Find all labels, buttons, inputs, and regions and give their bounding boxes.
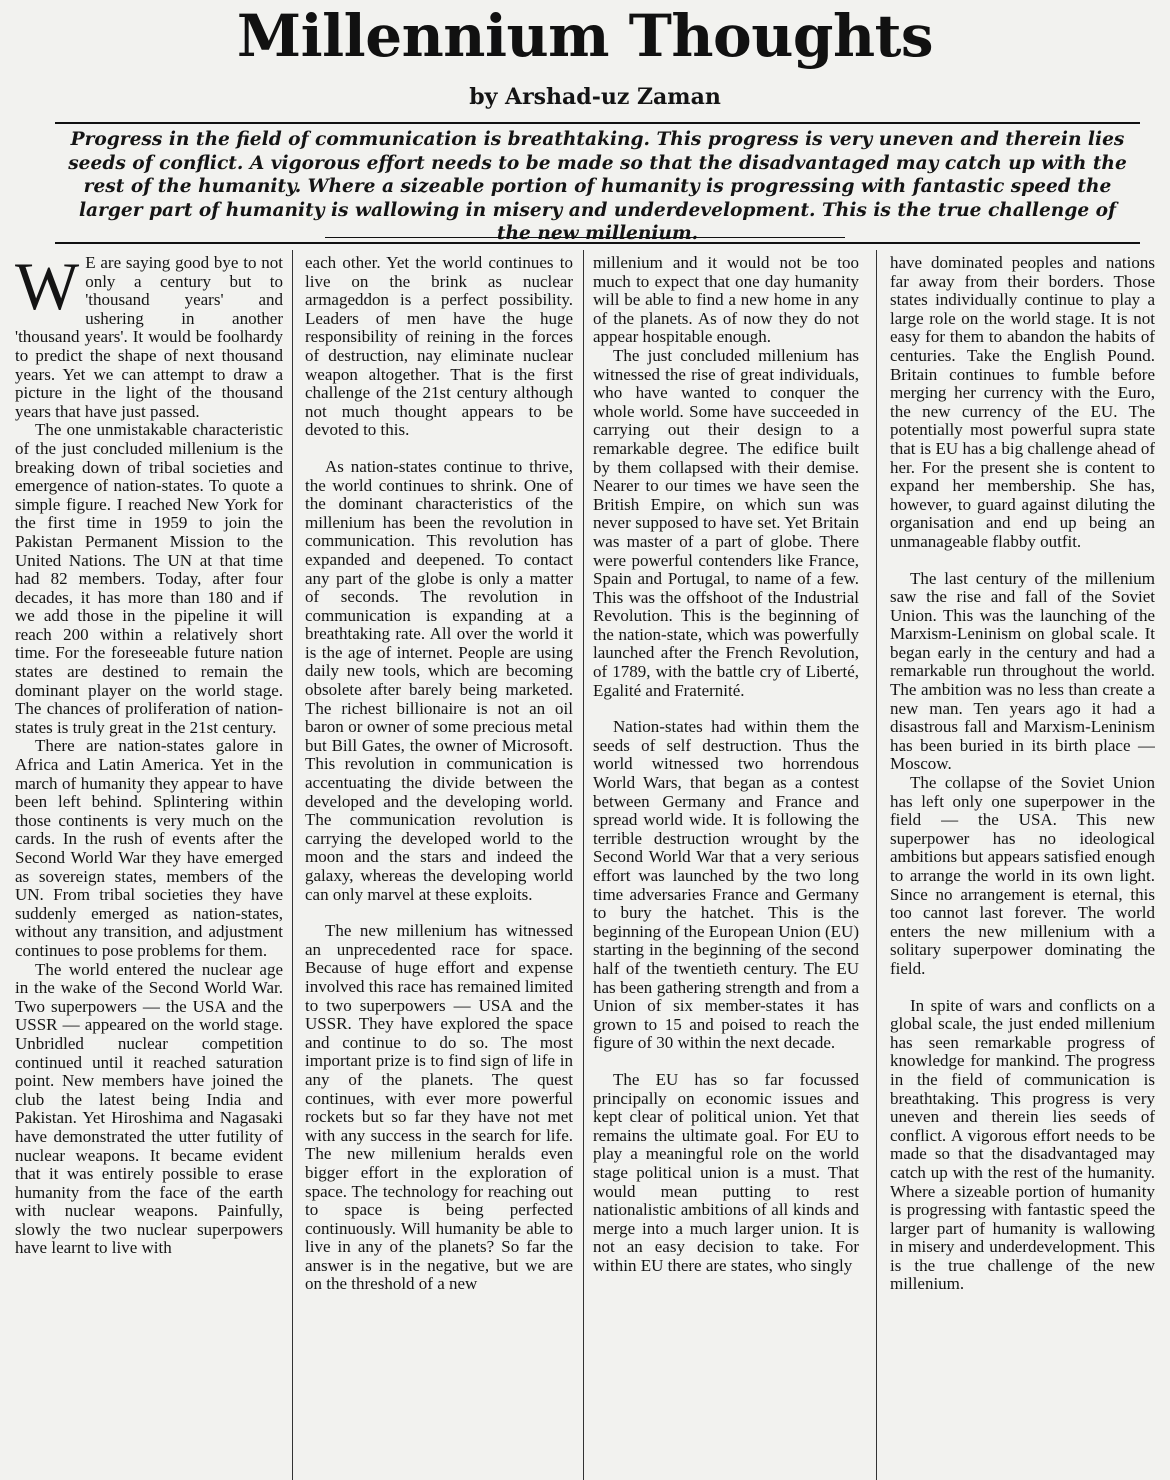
deck-top-rule — [55, 122, 1140, 124]
paragraph: The world entered the nuclear age in the wake of the Second World War. Two superpowers — the USA and the USSR — appeared on the world stage. Unbridled nuclear competition continued until it reached saturation point. New members have joined the club the latest being India and Pakistan. Yet Hiroshima and Nagasaki have demonstrated the utter futility of nuclear weapons. It became evident that it was entirely possible to erase humanity from the face of the earth with nuclear weapons. Painfully, slowly the two nuclear superpowers have learnt to live with — [15, 959, 283, 1258]
paragraph: The last century of the millenium saw the rise and fall of the Soviet Union. This was the launching of the Marxism-Leninism on global scale. It began early in the century and had a remarkable run throughout the world. The ambition was no less than create a new man. Ten years ago it had a disastrous fall and Marxism-Leninism has been buried in its birth place — Moscow. — [890, 568, 1155, 774]
paragraph: There are nation-states galore in Africa and Latin America. Yet in the march of humanity they appear to have been left behind. Splintering within those continents is very much on the cards. In the rush of events after the Second World War they have emerged as sovereign states, members of the UN. From tribal societies they have suddenly emerged as nation-states, without any transition, and adjustment continues to pose problems for them. — [15, 736, 283, 960]
deck-summary: Progress in the field of communication is breathtaking. This progress is very uneven and therein lies seeds of conflict. A vigorous effort needs to be made so that the disadvantaged may catch up with the rest of the humanity. Where a sizeable portion of humanity is progressing with fantastic speed the larger part of humanity is wallowing in misery and underdevelopment. This is the true challenge of the new millenium. — [68, 129, 1127, 245]
column-1 — [15, 254, 283, 1480]
byline: by Arshad-uz Zaman — [469, 84, 721, 110]
column-divider — [876, 250, 877, 1480]
paragraph: Nation-states had within them the seeds of self destruction. Thus the world witnessed two horrendous World Wars, that began as a contest between Germany and France and spread world wide. It is following the terrible destruction wrought by the Second World War that a very serious effort was launched by the two long time adversaries France and Germany to bury the hatchet. This is the beginning of the European Union (EU) starting in the beginning of the second half of the twentieth century. The EU has been gathering strength and from a Union of six member-states it has grown to 15 and poised to reach the figure of 30 within the next decade. — [593, 717, 859, 1053]
paragraph-intro — [15, 254, 283, 421]
column-3 — [593, 254, 859, 1480]
article-title: Millennium Thoughts — [236, 2, 934, 70]
drop-cap: W — [15, 254, 80, 324]
paragraph: In spite of wars and conflicts on a global scale, the just ended millenium has seen remarkable progress of knowledge for mankind. The progress in the field of communication is breathtaking. This progress is very uneven and therein lies seeds of conflict. A vigorous effort needs to be made so that the disadvantaged may catch up with the rest of the humanity. Where a sizeable portion of humanity is progressing with fantastic speed the larger part of humanity is wallowing in misery and underdevelopment. This is the true challenge of the new millenium. — [890, 995, 1155, 1294]
column-divider — [292, 250, 293, 1480]
paragraph: The one unmistakable characteristic of the just concluded millenium is the breaking down of tribal societies and emergence of nation-states. To quote a simple figure. I reached New York for the first time in 1959 to join the Pakistan Permanent Mission to the United Nations. The UN at that time had 82 members. Today, after four decades, it has more than 180 and if we add those in the pipeline it will reach 200 within a relatively short time. For the foreseeable future nation states are destined to remain the dominant player on the world stage. The chances of proliferation of nation-states is truly great in the 21st century. — [15, 420, 283, 737]
column-2 — [305, 254, 573, 1480]
column-4 — [890, 254, 1155, 1480]
intro-text: E are saying good bye to not only a century but to 'thousand years' and ushering in another 'thousand years'. It would be foolhardy to predict the shape of next thousand years. Yet we can attempt to draw a picture in the light of the thousand years that have just passed. — [15, 254, 283, 421]
paragraph: As nation-states continue to thrive, the world continues to shrink. One of the dominant characteristics of the millenium has been the revolution in communication. This revolution has expanded and deepened. To contact any part of the globe is only a matter of seconds. The revolution in communication is expanding at a breathtaking rate. All over the world it is the age of internet. People are using daily new tools, which are becoming obsolete after barely being marketed. The richest billionaire is not an oil baron or owner of some precious metal but Bill Gates, the owner of Microsoft. This revolution in communication is accentuating the divide between the developed and the developing world. The communication revolution is carrying the developed world to the moon and the stars and indeed the galaxy, whereas the developing world can only marvel at these exploits. — [305, 456, 573, 904]
paragraph: The just concluded millenium has witnessed the rise of great individuals, who have wanted to conquer the whole world. Some have succeeded in carrying out their design to a remarkable degree. The edifice built by them collapsed with their demise. Nearer to our times we have seen the British Empire, on which sun was never supposed to have set. Yet Britain was master of a part of globe. There were powerful contenders like France, Spain and Portugal, to name of a few. This was the offshoot of the Industrial Revolution. This is the beginning of the nation-state, which was powerfully launched after the French Revolution, of 1789, with the battle cry of Liberté, Egalité and Fraternité. — [593, 345, 859, 700]
deck-bottom-rule — [55, 242, 1140, 244]
paragraph: have dominated peoples and nations far away from their borders. Those states individually continue to play a large role on the world stage. It is not easy for them to abandon the habits of centuries. Take the English Pound. Britain continues to fumble before merging her currency with the Euro, the new currency of the EU. The potentially most powerful supra state that is EU has a big challenge ahead of her. For the present she is content to expand her membership. She has, however, to guard against diluting the organisation and end up being an unmanageable flabby outfit. — [890, 254, 1155, 551]
paragraph: The collapse of the Soviet Union has left only one superpower in the field — the USA. This new superpower has no ideological ambitions but appears satisfied enough to arrange the world in its own light. Since no arrangement is eternal, this too cannot last forever. The world enters the new millenium with a solitary superpower dominating the field. — [890, 773, 1155, 978]
deck-underline — [325, 237, 845, 238]
paragraph: millenium and it would not be too much to expect that one day humanity will be able to find a new home in any of the planets. As of now they do not appear hospitable enough. — [593, 254, 859, 347]
paragraph: each other. Yet the world continues to live on the brink as nuclear armageddon is a perfect possibility. Leaders of men have the huge responsibility of reining in the forces of destruction, nay eliminate nuclear weapon altogether. That is the first challenge of the 21st century although not much thought appears to be devoted to this. — [305, 254, 573, 440]
paragraph: The new millenium has witnessed an unprecedented race for space. Because of huge effort and expense involved this race has remained limited to two superpowers — USA and the USSR. They have explored the space and continue to do so. The most important prize is to find sign of life in any of the planets. The quest continues, with ever more powerful rockets but so far they have not met with any success in the search for life. The new millenium heralds even bigger effort in the exploration of space. The technology for reaching out to space is being perfected continuously. Will humanity be able to live in any of the planets? So far the answer is in the negative, but we are on the threshold of a new — [305, 921, 573, 1294]
column-divider — [583, 250, 584, 1480]
paragraph: The EU has so far focussed principally on economic issues and kept clear of political union. Yet that remains the ultimate goal. For EU to play a meaningful role on the world stage political union is a must. That would mean putting to rest nationalistic ambitions of all kinds and merge into a much larger union. It is not an easy decision to take. For within EU there are states, who singly — [593, 1069, 859, 1275]
